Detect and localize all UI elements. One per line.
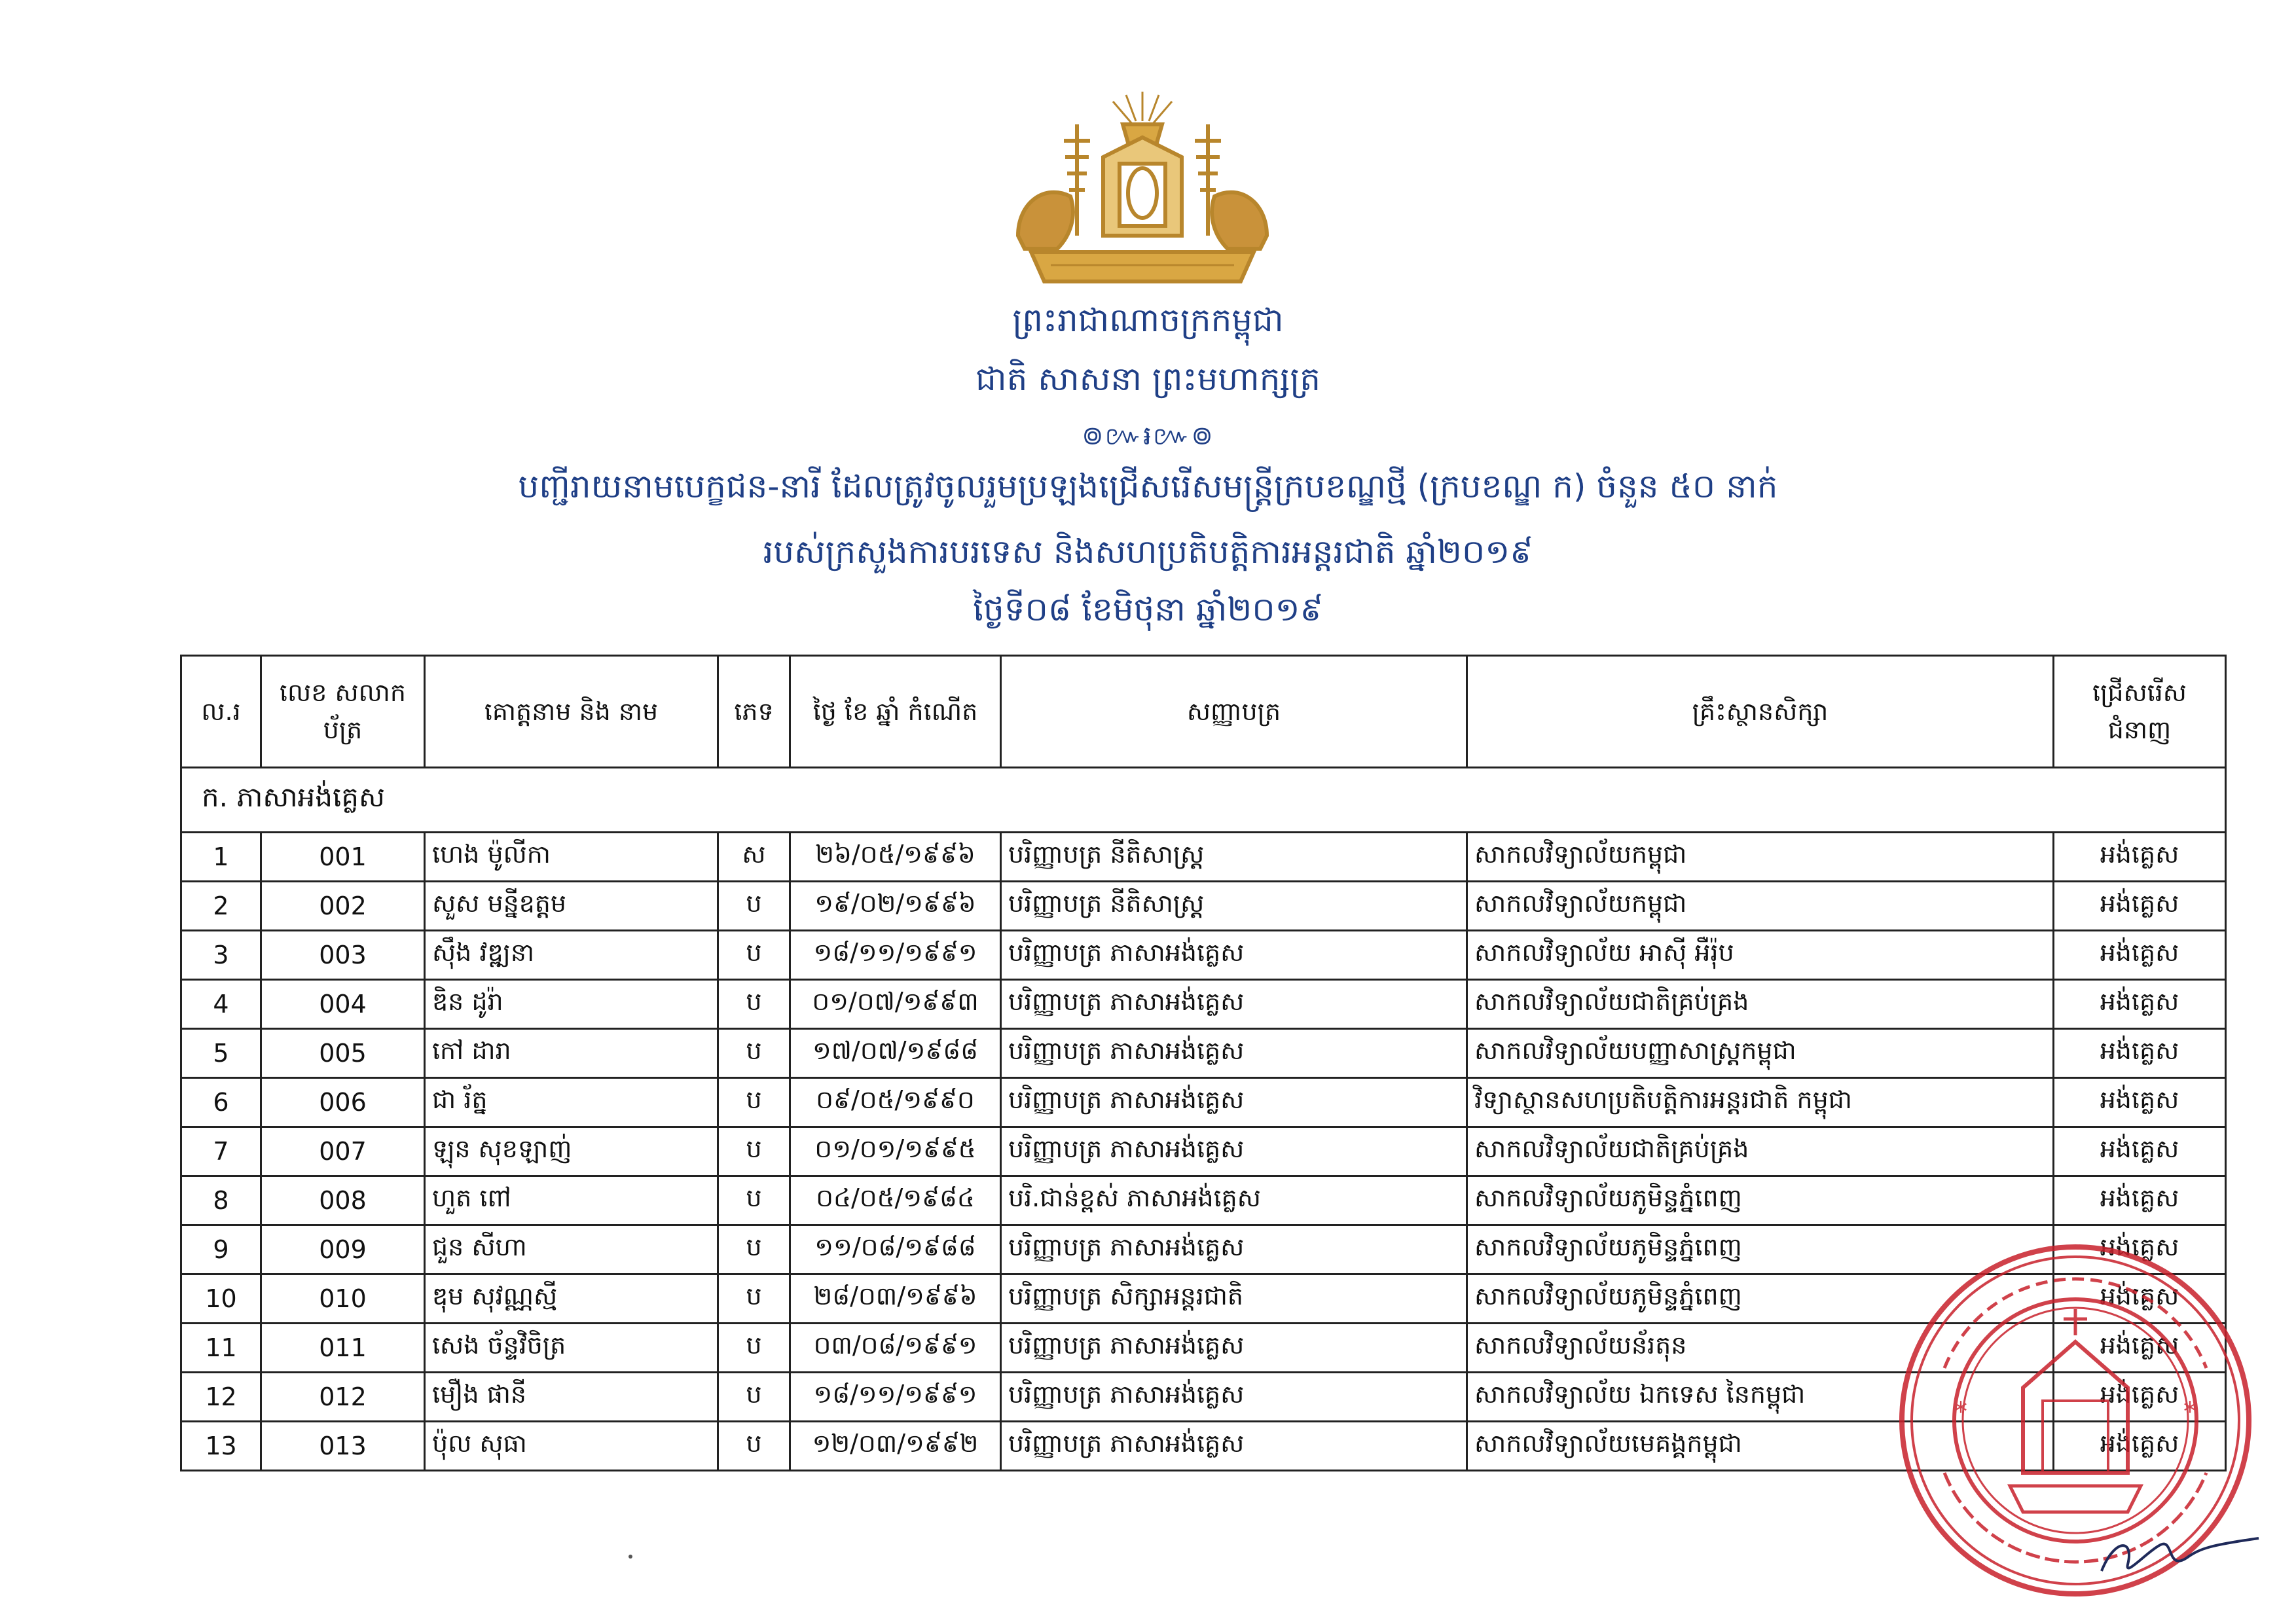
row-sex: ប [718, 1324, 790, 1373]
row-skill: អង់គ្លេស [2054, 1029, 2226, 1078]
row-sex: ប [718, 1176, 790, 1225]
row-dob: ០៣/០៨/១៩៩១ [790, 1324, 1001, 1373]
row-institution: សាកលវិទ្យាល័យភូមិន្ទភ្នំពេញ [1467, 1225, 2054, 1274]
row-skill: អង់គ្លេស [2054, 1225, 2226, 1274]
row-institution: សាកលវិទ្យាល័យមេគង្គកម្ពុជា [1467, 1422, 2054, 1471]
row-degree: បរិញ្ញាបត្រ ភាសាអង់គ្លេស [1001, 1225, 1467, 1274]
row-card: 008 [261, 1176, 425, 1225]
document-title-line1: បញ្ជីរាយនាមបេក្ខជន-នារី ដែលត្រូវចូលរួមប្រឡងជ្រើសរើសមន្ត្រីក្របខណ្ឌថ្មី (ក្របខណ្ឌ ក) ចំនួន ៥០ នាក់ [518, 467, 1778, 505]
row-name: ជា រ័ត្ន [425, 1078, 718, 1127]
row-institution: សាកលវិទ្យាល័យ អាស៊ី អឺរ៉ុប [1467, 931, 2054, 980]
row-institution: សាកលវិទ្យាល័យជាតិគ្រប់គ្រង [1467, 1127, 2054, 1176]
col-header-card: លេខ សលាកប័ត្រ [261, 656, 425, 768]
row-no: 9 [181, 1225, 261, 1274]
row-no: 6 [181, 1078, 261, 1127]
table-row [181, 1078, 2226, 1127]
row-degree: បរិញ្ញាបត្រ ភាសាអង់គ្លេស [1001, 1324, 1467, 1373]
section-label: ក. ភាសាអង់គ្លេស [181, 768, 2226, 833]
signature-icon [2088, 1525, 2265, 1584]
row-card: 002 [261, 882, 425, 931]
row-sex: ប [718, 1422, 790, 1471]
col-header-skill: ជ្រើសរើស ជំនាញ [2054, 656, 2226, 768]
row-institution: សាកលវិទ្យាល័យជាតិគ្រប់គ្រង [1467, 980, 2054, 1029]
row-degree: បរិ.ជាន់ខ្ពស់ ភាសាអង់គ្លេស [1001, 1176, 1467, 1225]
col-header-degree: សញ្ញាបត្រ [1001, 656, 1467, 768]
row-sex: ប [718, 931, 790, 980]
row-sex: ប [718, 1373, 790, 1422]
row-sex: ប [718, 882, 790, 931]
row-card: 005 [261, 1029, 425, 1078]
row-card: 007 [261, 1127, 425, 1176]
row-institution: សាកលវិទ្យាល័យភូមិន្ទភ្នំពេញ [1467, 1274, 2054, 1324]
row-card: 011 [261, 1324, 425, 1373]
row-skill: អង់គ្លេស [2054, 1324, 2226, 1373]
row-dob: ២៨/០៣/១៩៩៦ [790, 1274, 1001, 1324]
row-no: 5 [181, 1029, 261, 1078]
col-header-dob: ថ្ងៃ ខែ ឆ្នាំ កំណើត [790, 656, 1001, 768]
row-institution: សាកលវិទ្យាល័យ ឯកទេស នៃកម្ពុជា [1467, 1373, 2054, 1422]
row-card: 004 [261, 980, 425, 1029]
row-name: កៅ ដារា [425, 1029, 718, 1078]
row-dob: ០១/០៧/១៩៩៣ [790, 980, 1001, 1029]
row-dob: ០៤/០៥/១៩៨៤ [790, 1176, 1001, 1225]
table-row [181, 833, 2226, 882]
table-row [181, 1029, 2226, 1078]
row-dob: ១៨/១១/១៩៩១ [790, 931, 1001, 980]
row-institution: សាកលវិទ្យាល័យន័រតុន [1467, 1324, 2054, 1373]
row-dob: ១៨/១១/១៩៩១ [790, 1373, 1001, 1422]
row-degree: បរិញ្ញាបត្រ ភាសាអង់គ្លេស [1001, 931, 1467, 980]
row-sex: ប [718, 1078, 790, 1127]
table-row [181, 1127, 2226, 1176]
row-institution: សាកលវិទ្យាល័យភូមិន្ទភ្នំពេញ [1467, 1176, 2054, 1225]
row-degree: បរិញ្ញាបត្រ ភាសាអង់គ្លេស [1001, 1127, 1467, 1176]
col-header-sex: ភេទ [718, 656, 790, 768]
table-header-row [181, 656, 2226, 768]
row-degree: បរិញ្ញាបត្រ ភាសាអង់គ្លេស [1001, 1422, 1467, 1471]
row-name: ឡុន សុខឡាញ់ [425, 1127, 718, 1176]
row-card: 010 [261, 1274, 425, 1324]
row-skill: អង់គ្លេស [2054, 1422, 2226, 1471]
header-ornament: ៙៚៛៚៙ [1082, 421, 1214, 451]
row-sex: ស [718, 833, 790, 882]
document-title-line2: របស់ក្រសួងការបរទេស និងសហប្រតិបត្តិការអន្តរជាតិ ឆ្នាំ២០១៩ [763, 533, 1533, 571]
row-name: ហេង ម៉ូលីកា [425, 833, 718, 882]
row-card: 013 [261, 1422, 425, 1471]
row-institution: សាកលវិទ្យាល័យបញ្ញាសាស្ត្រកម្ពុជា [1467, 1029, 2054, 1078]
header-kingdom: ព្រះរាជាណាចក្រកម្ពុជា [1012, 301, 1284, 339]
row-skill: អង់គ្លេស [2054, 1176, 2226, 1225]
row-degree: បរិញ្ញាបត្រ សិក្សាអន្តរជាតិ [1001, 1274, 1467, 1324]
row-degree: បរិញ្ញាបត្រ នីតិសាស្ត្រ [1001, 882, 1467, 931]
royal-coat-of-arms-icon [1005, 85, 1280, 295]
row-sex: ប [718, 1274, 790, 1324]
row-card: 012 [261, 1373, 425, 1422]
row-dob: ១៧/០៧/១៩៨៨ [790, 1029, 1001, 1078]
row-name: ឌិន ដូរ៉ា [425, 980, 718, 1029]
table-row [181, 882, 2226, 931]
table-row [181, 931, 2226, 980]
svg-text:*: * [1954, 1397, 1967, 1427]
section-row [181, 768, 2226, 833]
row-card: 003 [261, 931, 425, 980]
row-card: 006 [261, 1078, 425, 1127]
row-no: 4 [181, 980, 261, 1029]
row-institution: សាកលវិទ្យាល័យកម្ពុជា [1467, 833, 2054, 882]
row-skill: អង់គ្លេស [2054, 1078, 2226, 1127]
row-no: 3 [181, 931, 261, 980]
row-name: មឿង ផានី [425, 1373, 718, 1422]
row-no: 10 [181, 1274, 261, 1324]
row-no: 1 [181, 833, 261, 882]
row-degree: បរិញ្ញាបត្រ ភាសាអង់គ្លេស [1001, 1029, 1467, 1078]
row-no: 12 [181, 1373, 261, 1422]
row-name: សួស មន្នីឧត្តម [425, 882, 718, 931]
row-skill: អង់គ្លេស [2054, 1127, 2226, 1176]
row-name: ស៊ឹង វឌ្ឍនា [425, 931, 718, 980]
row-dob: ០១/០១/១៩៩៥ [790, 1127, 1001, 1176]
row-dob: ១២/០៣/១៩៩២ [790, 1422, 1001, 1471]
svg-text:*: * [2183, 1397, 2196, 1427]
row-degree: បរិញ្ញាបត្រ នីតិសាស្ត្រ [1001, 833, 1467, 882]
row-sex: ប [718, 980, 790, 1029]
col-header-institution: គ្រឹះស្ថានសិក្សា [1467, 656, 2054, 768]
document-date: ថ្ងៃទី០៨ ខែមិថុនា ឆ្នាំ២០១៩ [973, 590, 1323, 628]
row-no: 11 [181, 1324, 261, 1373]
col-header-no: ល.រ [181, 656, 261, 768]
header-motto: ជាតិ សាសនា ព្រះមហាក្សត្រ [975, 360, 1321, 398]
row-degree: បរិញ្ញាបត្រ ភាសាអង់គ្លេស [1001, 1373, 1467, 1422]
table-row [181, 980, 2226, 1029]
row-no: 2 [181, 882, 261, 931]
row-no: 8 [181, 1176, 261, 1225]
stray-mark [629, 1555, 632, 1559]
col-header-name: គោត្តនាម និង នាម [425, 656, 718, 768]
row-card: 001 [261, 833, 425, 882]
row-name: ប៉ុល សុធា [425, 1422, 718, 1471]
table-row [181, 1176, 2226, 1225]
row-sex: ប [718, 1029, 790, 1078]
row-skill: អង់គ្លេស [2054, 1274, 2226, 1324]
row-name: ហួត ពៅ [425, 1176, 718, 1225]
row-dob: ១៩/០២/១៩៩៦ [790, 882, 1001, 931]
row-no: 13 [181, 1422, 261, 1471]
row-institution: សាកលវិទ្យាល័យកម្ពុជា [1467, 882, 2054, 931]
row-skill: អង់គ្លេស [2054, 833, 2226, 882]
row-skill: អង់គ្លេស [2054, 980, 2226, 1029]
row-dob: ១១/០៨/១៩៨៨ [790, 1225, 1001, 1274]
row-dob: ២៦/០៥/១៩៩៦ [790, 833, 1001, 882]
row-degree: បរិញ្ញាបត្រ ភាសាអង់គ្លេស [1001, 980, 1467, 1029]
row-institution: វិទ្យាស្ថានសហប្រតិបត្តិការអន្តរជាតិ កម្ពុជា [1467, 1078, 2054, 1127]
row-no: 7 [181, 1127, 261, 1176]
row-sex: ប [718, 1225, 790, 1274]
row-card: 009 [261, 1225, 425, 1274]
row-skill: អង់គ្លេស [2054, 931, 2226, 980]
row-name: សេង ច័ន្ទវិចិត្រ [425, 1324, 718, 1373]
row-skill: អង់គ្លេស [2054, 882, 2226, 931]
row-name: ឌុម សុវណ្ណស្មី [425, 1274, 718, 1324]
row-skill: អង់គ្លេស [2054, 1373, 2226, 1422]
row-name: ជួន សីហា [425, 1225, 718, 1274]
row-sex: ប [718, 1127, 790, 1176]
row-degree: បរិញ្ញាបត្រ ភាសាអង់គ្លេស [1001, 1078, 1467, 1127]
row-dob: ០៩/០៥/១៩៩០ [790, 1078, 1001, 1127]
